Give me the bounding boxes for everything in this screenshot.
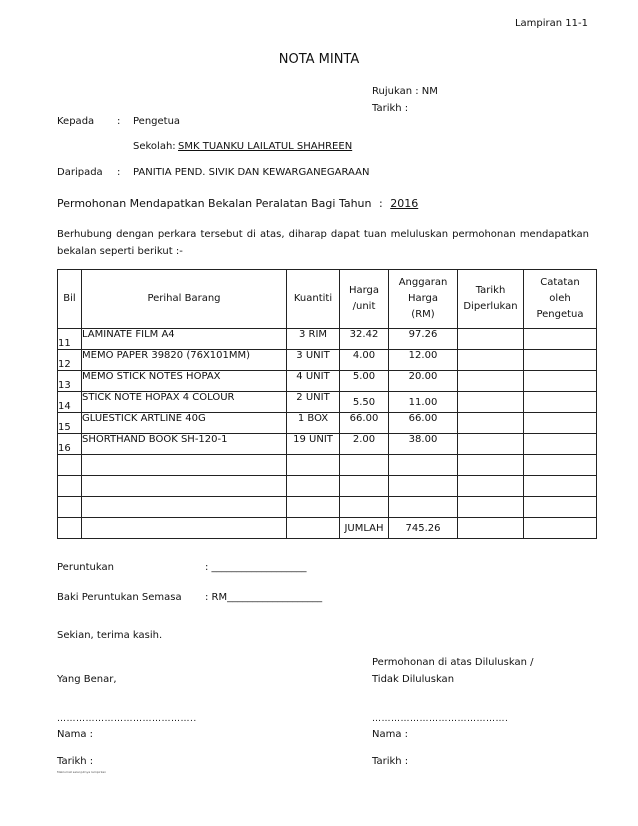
cell-catatan (524, 413, 597, 434)
cell-empty (340, 476, 389, 497)
cell-price: 4.00 (340, 350, 389, 371)
header-harga: Harga /unit (340, 270, 389, 329)
cell-catatan (524, 434, 597, 455)
cell-empty (458, 497, 524, 518)
cell-empty (389, 476, 458, 497)
nama-right: Nama : (372, 729, 409, 740)
cell-item: MEMO PAPER 39820 (76X101MM) (82, 350, 287, 371)
approval-line-2: Tidak Diluluskan (372, 674, 455, 685)
cell-empty (58, 497, 82, 518)
cell-empty (458, 455, 524, 476)
tiny-note: Maklumat selanjutnya lampirkan (57, 770, 107, 774)
cell-price: 5.50 (340, 392, 389, 413)
table-row-empty (58, 476, 597, 497)
cell-empty (524, 476, 597, 497)
cell-empty (287, 455, 340, 476)
cell-bil: 11 (58, 329, 82, 350)
items-table (57, 269, 597, 539)
cell-tarikh (458, 413, 524, 434)
table-row-empty (58, 455, 597, 476)
daripada-value: PANITIA PEND. SIVIK DAN KEWARGANEGARAAN (133, 167, 370, 178)
cell-empty (340, 497, 389, 518)
rujukan-label: Rujukan : NM (372, 86, 438, 97)
cell-qty: 19 UNIT (287, 434, 340, 455)
table-row (58, 329, 597, 350)
daripada-label: Daripada (57, 167, 103, 178)
cell-tarikh (458, 392, 524, 413)
cell-price: 66.00 (340, 413, 389, 434)
cell-tarikh (458, 434, 524, 455)
cell-budget: 20.00 (389, 371, 458, 392)
cell-tarikh (458, 329, 524, 350)
cell-item: GLUESTICK ARTLINE 40G (82, 413, 287, 434)
cell-qty: 1 BOX (287, 413, 340, 434)
tarikh-right: Tarikh : (372, 756, 409, 767)
signature-line-right: ……………………………………. (372, 714, 509, 724)
cell-empty (58, 518, 82, 539)
peruntukan-value: : ___________________ (205, 562, 307, 573)
cell-budget: 11.00 (389, 392, 458, 413)
table-row (58, 371, 597, 392)
cell-empty (458, 476, 524, 497)
cell-tarikh (458, 371, 524, 392)
document-title: NOTA MINTA (278, 52, 360, 67)
header-catatan: Catatan oleh Pengetua (524, 270, 597, 329)
cell-empty (287, 476, 340, 497)
cell-qty: 3 UNIT (287, 350, 340, 371)
cell-budget: 38.00 (389, 434, 458, 455)
table-header-row (58, 270, 597, 329)
cell-price: 2.00 (340, 434, 389, 455)
cell-item: SHORTHAND BOOK SH-120-1 (82, 434, 287, 455)
tarikh-label-top: Tarikh : (372, 103, 409, 114)
cell-empty (82, 497, 287, 518)
request-heading-text: Permohonan Mendapatkan Bekalan Peralatan Bagi Tahun (57, 197, 372, 210)
header-bil: Bil (58, 270, 82, 329)
header-tarikh: Tarikh Diperlukan (458, 270, 524, 329)
cell-empty (287, 518, 340, 539)
cell-empty (58, 455, 82, 476)
kepada-label: Kepada (57, 116, 95, 127)
cell-catatan (524, 392, 597, 413)
request-heading (57, 197, 418, 210)
request-heading-colon: : (379, 197, 383, 210)
cell-bil: 15 (58, 413, 82, 434)
sekolah-value: SMK TUANKU LAILATUL SHAHREEN (178, 141, 353, 152)
header-kuantiti: Kuantiti (287, 270, 340, 329)
cell-empty (58, 476, 82, 497)
baki-value: : RM___________________ (205, 592, 323, 603)
cell-empty (524, 455, 597, 476)
closing-text: Sekian, terima kasih. (57, 630, 163, 641)
cell-empty (82, 455, 287, 476)
cell-budget: 66.00 (389, 413, 458, 434)
cell-budget: 97.26 (389, 329, 458, 350)
cell-empty (82, 476, 287, 497)
cell-bil: 14 (58, 392, 82, 413)
peruntukan-label: Peruntukan (57, 562, 114, 573)
cell-tarikh (458, 350, 524, 371)
cell-empty (524, 497, 597, 518)
total-value: 745.26 (389, 518, 458, 539)
signature-line-left: …………………………………….. (57, 714, 197, 724)
lampiran-label: Lampiran 11-1 (514, 18, 588, 29)
approval-line-1: Permohonan di atas Diluluskan / (372, 657, 534, 668)
daripada-colon: : (117, 167, 121, 178)
cell-qty: 4 UNIT (287, 371, 340, 392)
cell-empty (389, 455, 458, 476)
cell-empty (340, 455, 389, 476)
sekolah-label: Sekolah: (133, 141, 176, 152)
baki-label: Baki Peruntukan Semasa (57, 592, 182, 603)
kepada-value: Pengetua (133, 116, 181, 127)
tarikh-left: Tarikh : (57, 756, 94, 767)
header-anggaran: Anggaran Harga (RM) (389, 270, 458, 329)
cell-catatan (524, 371, 597, 392)
table-total-row (58, 518, 597, 539)
yang-benar-label: Yang Benar, (57, 674, 117, 685)
cell-bil: 16 (58, 434, 82, 455)
table-row (58, 392, 597, 413)
cell-item: MEMO STICK NOTES HOPAX (82, 371, 287, 392)
cell-price: 32.42 (340, 329, 389, 350)
cell-item: STICK NOTE HOPAX 4 COLOUR (82, 392, 287, 413)
table-row (58, 434, 597, 455)
cell-empty (458, 518, 524, 539)
table-row (58, 350, 597, 371)
cell-budget: 12.00 (389, 350, 458, 371)
cell-empty (287, 497, 340, 518)
table-row (58, 413, 597, 434)
cell-bil: 13 (58, 371, 82, 392)
cell-empty (389, 497, 458, 518)
total-label: JUMLAH (340, 518, 389, 539)
cell-empty (524, 518, 597, 539)
nama-left: Nama : (57, 729, 94, 740)
table-row-empty (58, 497, 597, 518)
cell-price: 5.00 (340, 371, 389, 392)
cell-catatan (524, 350, 597, 371)
header-perihal: Perihal Barang (82, 270, 287, 329)
request-paragraph: Berhubung dengan perkara tersebut di atas, diharap dapat tuan meluluskan permohonan mendapatkan bekalan seperti berikut :- (57, 229, 589, 257)
cell-qty: 3 RIM (287, 329, 340, 350)
cell-bil: 12 (58, 350, 82, 371)
cell-qty: 2 UNIT (287, 392, 340, 413)
cell-catatan (524, 329, 597, 350)
cell-item: LAMINATE FILM A4 (82, 329, 287, 350)
kepada-colon: : (117, 116, 121, 127)
cell-empty (82, 518, 287, 539)
request-year: 2016 (390, 197, 419, 210)
